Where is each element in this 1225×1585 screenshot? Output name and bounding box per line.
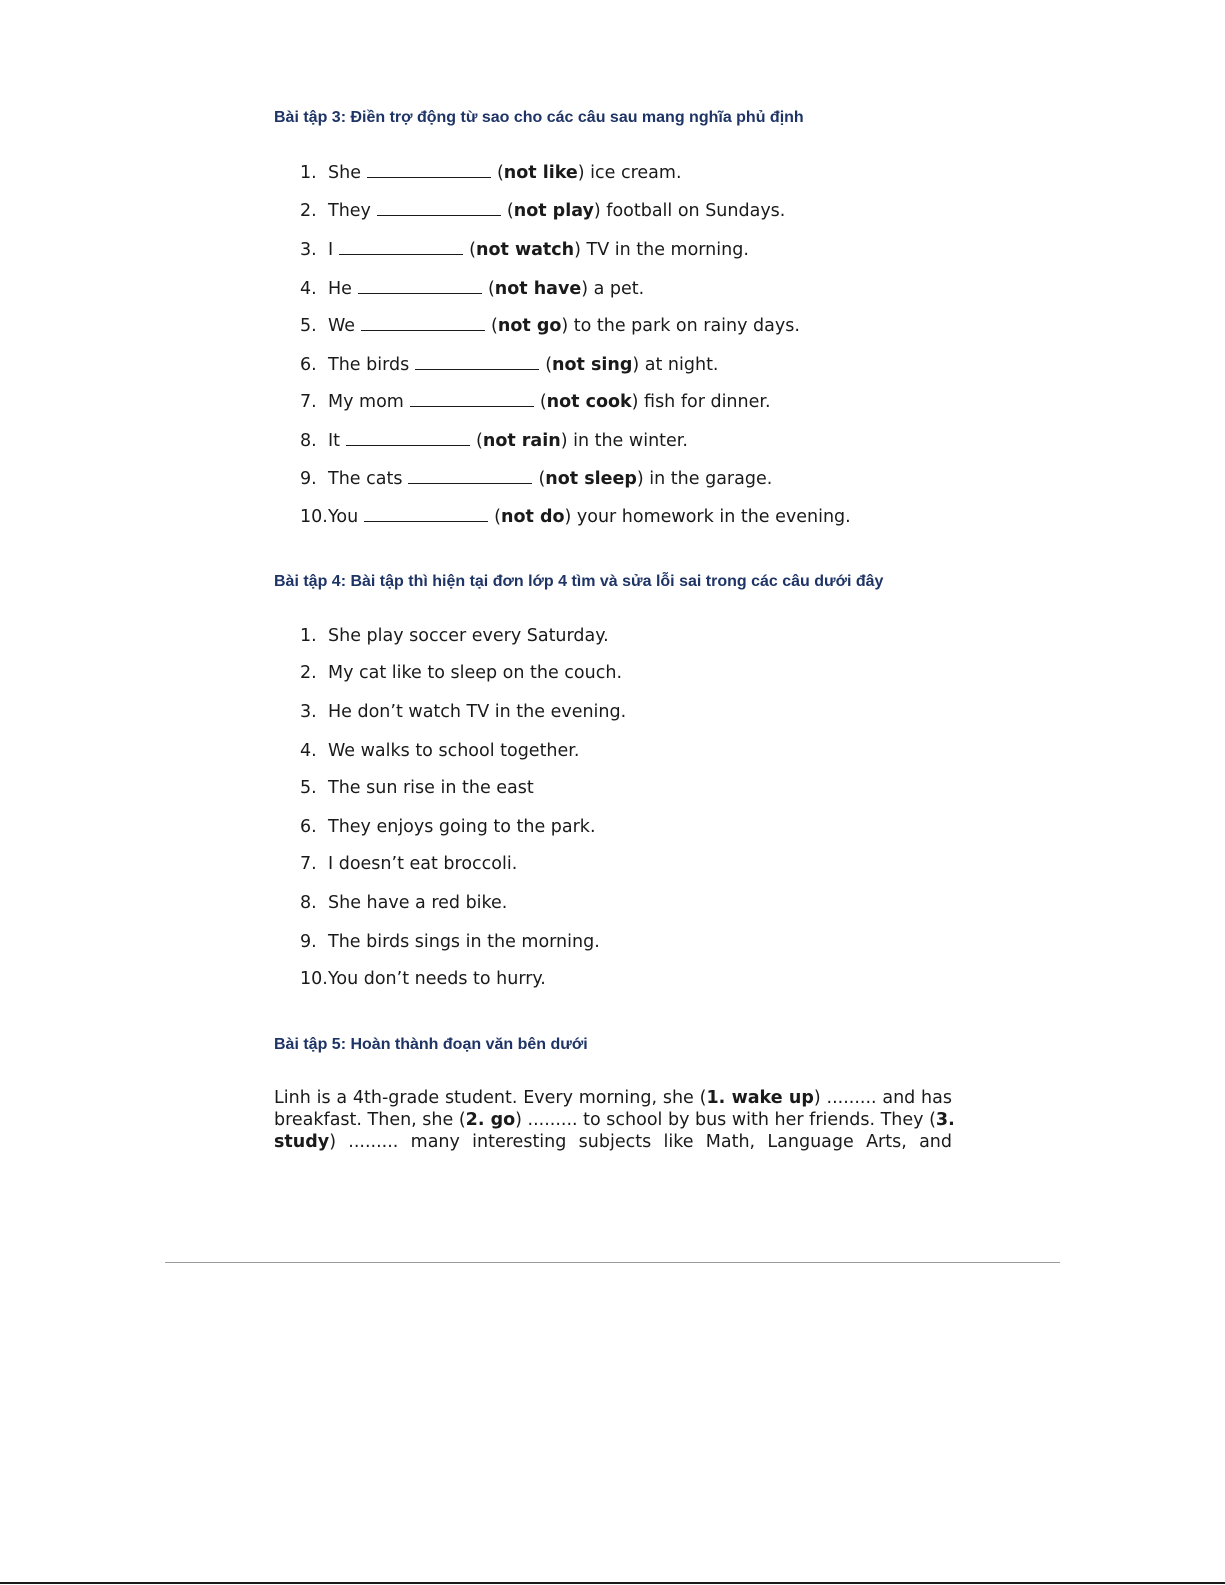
item-text: The birds sings in the morning. — [328, 932, 600, 952]
text-run: ) ......... to school by bus with her friends. They ( — [515, 1110, 936, 1130]
item-number: 3. — [300, 702, 317, 722]
answer-blank[interactable] — [346, 444, 470, 446]
answer-blank[interactable] — [364, 520, 488, 522]
list-item — [300, 200, 785, 222]
item-text: You don’t needs to hurry. — [328, 969, 546, 989]
item-subject: You — [328, 507, 359, 527]
paragraph-line — [274, 1109, 955, 1131]
verb-hint: 2. go — [465, 1110, 516, 1130]
answer-blank[interactable] — [410, 405, 534, 407]
list-item — [300, 853, 517, 875]
item-number: 8. — [300, 431, 317, 451]
answer-blank[interactable] — [377, 214, 501, 216]
item-text: The sun rise in the east — [328, 778, 534, 798]
text-run: ) ......... and has — [813, 1088, 952, 1108]
item-number: 5. — [300, 316, 317, 336]
answer-blank[interactable] — [358, 292, 482, 294]
item-number: 5. — [300, 778, 317, 798]
paragraph-line — [274, 1087, 952, 1109]
list-item — [300, 931, 600, 953]
text-run: ) ......... many interesting subjects like Math, Language Arts, and — [329, 1132, 952, 1152]
item-subject: I — [328, 240, 334, 260]
item-text: She have a red bike. — [328, 893, 508, 913]
page-bottom-rule — [0, 1582, 1225, 1584]
paren: ( — [476, 431, 483, 451]
item-verb: not sleep — [545, 469, 637, 489]
paren: ( — [491, 316, 498, 336]
item-subject: She — [328, 163, 361, 183]
item-text: We walks to school together. — [328, 741, 580, 761]
item-verb: not like — [503, 163, 578, 183]
item-subject: The cats — [328, 469, 403, 489]
paren: ( — [539, 392, 547, 412]
item-text: My cat like to sleep on the couch. — [328, 663, 623, 683]
verb-hint-number: 3. — [935, 1110, 955, 1130]
exercise-5-paragraph — [274, 1087, 955, 1153]
item-text: They enjoys going to the park. — [328, 817, 596, 837]
list-item — [300, 506, 851, 528]
item-subject: My mom — [328, 392, 404, 412]
item-number: 10. — [300, 969, 328, 989]
item-verb: not go — [497, 316, 562, 336]
item-subject: He — [328, 279, 352, 299]
item-rest: ) football on Sundays. — [593, 201, 786, 221]
list-item — [300, 354, 719, 376]
item-number: 7. — [300, 392, 317, 412]
item-text: She play soccer every Saturday. — [328, 626, 609, 646]
exercise-5-title: Bài tập 5: Hoàn thành đoạn văn bên dưới — [274, 1036, 588, 1053]
item-verb: not play — [513, 201, 594, 221]
answer-blank[interactable] — [339, 253, 463, 255]
paren: ( — [545, 355, 553, 375]
item-subject: We — [328, 316, 356, 336]
item-number: 2. — [300, 663, 317, 683]
item-number: 1. — [300, 163, 317, 183]
list-item — [300, 968, 546, 990]
item-rest: ) your homework in the evening. — [564, 507, 851, 527]
item-number: 1. — [300, 626, 317, 646]
paren: ( — [487, 279, 495, 299]
answer-blank[interactable] — [408, 482, 532, 484]
list-item — [300, 662, 622, 684]
item-number: 6. — [300, 355, 317, 375]
list-item — [300, 315, 800, 337]
item-subject: They — [328, 201, 371, 221]
item-verb: not watch — [476, 240, 575, 260]
item-rest: ) TV in the morning. — [574, 240, 749, 260]
item-verb: not rain — [482, 431, 561, 451]
list-item — [300, 278, 644, 300]
item-verb: not have — [494, 279, 582, 299]
item-number: 9. — [300, 932, 317, 952]
item-verb: not do — [501, 507, 565, 527]
item-rest: ) in the winter. — [560, 431, 688, 451]
item-rest: ) a pet. — [581, 279, 645, 299]
verb-hint: 1. wake up — [706, 1088, 814, 1108]
text-run: breakfast. Then, she ( — [274, 1110, 466, 1130]
item-number: 4. — [300, 741, 317, 761]
item-rest: ) to the park on rainy days. — [561, 316, 800, 336]
list-item — [300, 777, 534, 799]
paren: ( — [494, 507, 501, 527]
list-item — [300, 391, 771, 413]
item-number: 8. — [300, 893, 317, 913]
item-rest: ) at night. — [632, 355, 719, 375]
list-item — [300, 162, 682, 184]
answer-blank[interactable] — [415, 368, 539, 370]
list-item — [300, 468, 772, 490]
item-number: 3. — [300, 240, 317, 260]
item-subject: The birds — [328, 355, 410, 375]
item-number: 9. — [300, 469, 317, 489]
item-rest: ) fish for dinner. — [631, 392, 771, 412]
verb-hint: study — [274, 1132, 330, 1152]
item-text: He don’t watch TV in the evening. — [328, 702, 627, 722]
answer-blank[interactable] — [367, 176, 491, 178]
list-item — [300, 430, 688, 452]
item-rest: ) ice cream. — [577, 163, 682, 183]
exercise-3-title: Bài tập 3: Điền trợ động từ sao cho các câu sau mang nghĩa phủ định — [274, 109, 804, 126]
paragraph-line — [274, 1131, 952, 1153]
answer-blank[interactable] — [361, 329, 485, 331]
item-subject: It — [328, 431, 341, 451]
item-number: 10. — [300, 507, 328, 527]
paren: ( — [506, 201, 514, 221]
paren: ( — [496, 163, 504, 183]
item-number: 2. — [300, 201, 317, 221]
item-rest: ) in the garage. — [636, 469, 773, 489]
list-item — [300, 625, 609, 647]
item-text: I doesn’t eat broccoli. — [328, 854, 518, 874]
item-verb: not sing — [552, 355, 633, 375]
list-item — [300, 816, 596, 838]
item-number: 7. — [300, 854, 317, 874]
item-number: 4. — [300, 279, 317, 299]
item-verb: not cook — [546, 392, 632, 412]
page-footer-rule — [165, 1262, 1060, 1263]
list-item — [300, 740, 579, 762]
paren: ( — [469, 240, 476, 260]
list-item — [300, 239, 749, 261]
text-run: Linh is a 4th-grade student. Every morning, she ( — [274, 1088, 707, 1108]
item-number: 6. — [300, 817, 317, 837]
paren: ( — [538, 469, 546, 489]
exercise-4-title: Bài tập 4: Bài tập thì hiện tại đơn lớp 4 tìm và sửa lỗi sai trong các câu dưới đây — [274, 573, 884, 590]
list-item — [300, 892, 507, 914]
list-item — [300, 701, 626, 723]
